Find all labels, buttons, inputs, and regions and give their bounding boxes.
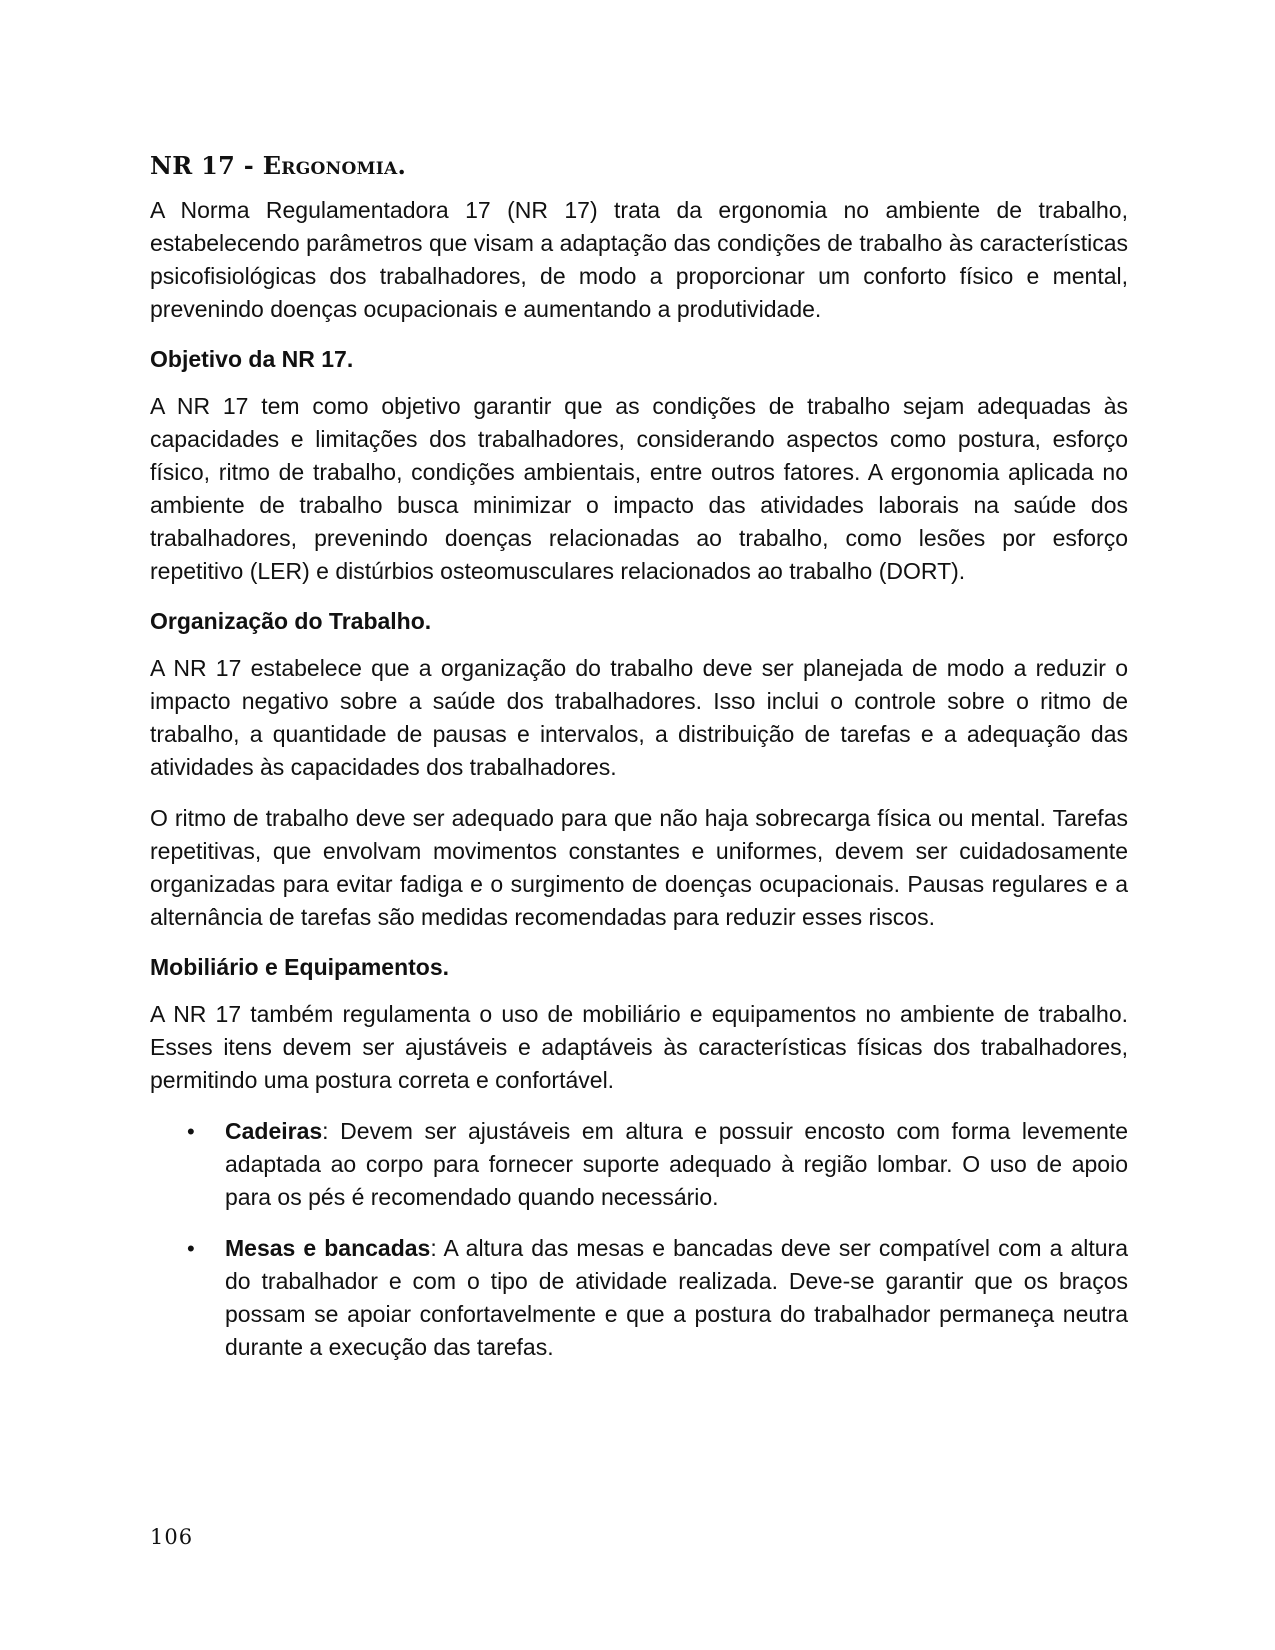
list-item-mesas (225, 1232, 1128, 1364)
chapter-title (150, 150, 1128, 182)
page-body (150, 150, 1128, 1382)
bullet-term: Mesas e bancadas (225, 1235, 431, 1261)
section-heading-organizacao: Organização do Trabalho. (150, 608, 432, 634)
section-heading-mobiliario: Mobiliário e Equipamentos. (150, 954, 450, 980)
page-number: 106 (150, 1525, 194, 1549)
mobiliario-paragraph: A NR 17 também regulamenta o uso de mobiliário e equipamentos no ambiente de trabalho. Esses itens devem ser ajustáveis e adaptáveis às características físicas dos trabalhadores, permitindo uma postura correta e confortável. (150, 1001, 1128, 1093)
organizacao-paragraph-2: O ritmo de trabalho deve ser adequado para que não haja sobrecarga física ou mental. Tarefas repetitivas, que envolvam movimentos constantes e uniformes, devem ser cuidadosamente organizadas para evitar fadiga e o surgimento de doenças ocupacionais. Pausas regulares e a alternância de tarefas são medidas recomendadas para reduzir esses riscos. (150, 805, 1128, 930)
bullet-list (150, 1115, 1128, 1364)
title-prefix: NR 17 - (150, 151, 263, 180)
section-heading-objetivo: Objetivo da NR 17. (150, 346, 354, 372)
objetivo-paragraph: A NR 17 tem como objetivo garantir que as condições de trabalho sejam adequadas às capacidades e limitações dos trabalhadores, considerando aspectos como postura, esforço físico, ritmo de trabalho, condições ambientais, entre outros fatores. A ergonomia aplicada no ambiente de trabalho busca minimizar o impacto das atividades laborais na saúde dos trabalhadores, prevenindo doenças relacionadas ao trabalho, como lesões por esforço repetitivo (LER) e distúrbios osteomusculares relacionados ao trabalho (DORT). (150, 393, 1128, 584)
list-item-cadeiras (225, 1115, 1128, 1214)
title-main: Ergonomia. (262, 151, 407, 180)
bullet-term: Cadeiras (225, 1118, 323, 1144)
bullet-text: : A altura das mesas e bancadas deve ser compatível com a altura do trabalhador e com o tipo de atividade realizada. Deve-se garantir que os braços possam se apoiar confortavelmente e que a postura do trabalhador permaneça neutra durante a execução das tarefas. (225, 1235, 1128, 1360)
intro-paragraph: A Norma Regulamentadora 17 (NR 17) trata da ergonomia no ambiente de trabalho, estabelecendo parâmetros que visam a adaptação das condições de trabalho às características psicofisiológicas dos trabalhadores, de modo a proporcionar um conforto físico e mental, prevenindo doenças ocupacionais e aumentando a produtividade. (150, 197, 1128, 322)
bullet-text: : Devem ser ajustáveis em altura e possuir encosto com forma levemente adaptada ao corpo para fornecer suporte adequado à região lombar. O uso de apoio para os pés é recomendado quando necessário. (225, 1118, 1128, 1210)
organizacao-paragraph-1: A NR 17 estabelece que a organização do trabalho deve ser planejada de modo a reduzir o impacto negativo sobre a saúde dos trabalhadores. Isso inclui o controle sobre o ritmo de trabalho, a quantidade de pausas e intervalos, a distribuição de tarefas e a adequação das atividades às capacidades dos trabalhadores. (150, 655, 1128, 780)
